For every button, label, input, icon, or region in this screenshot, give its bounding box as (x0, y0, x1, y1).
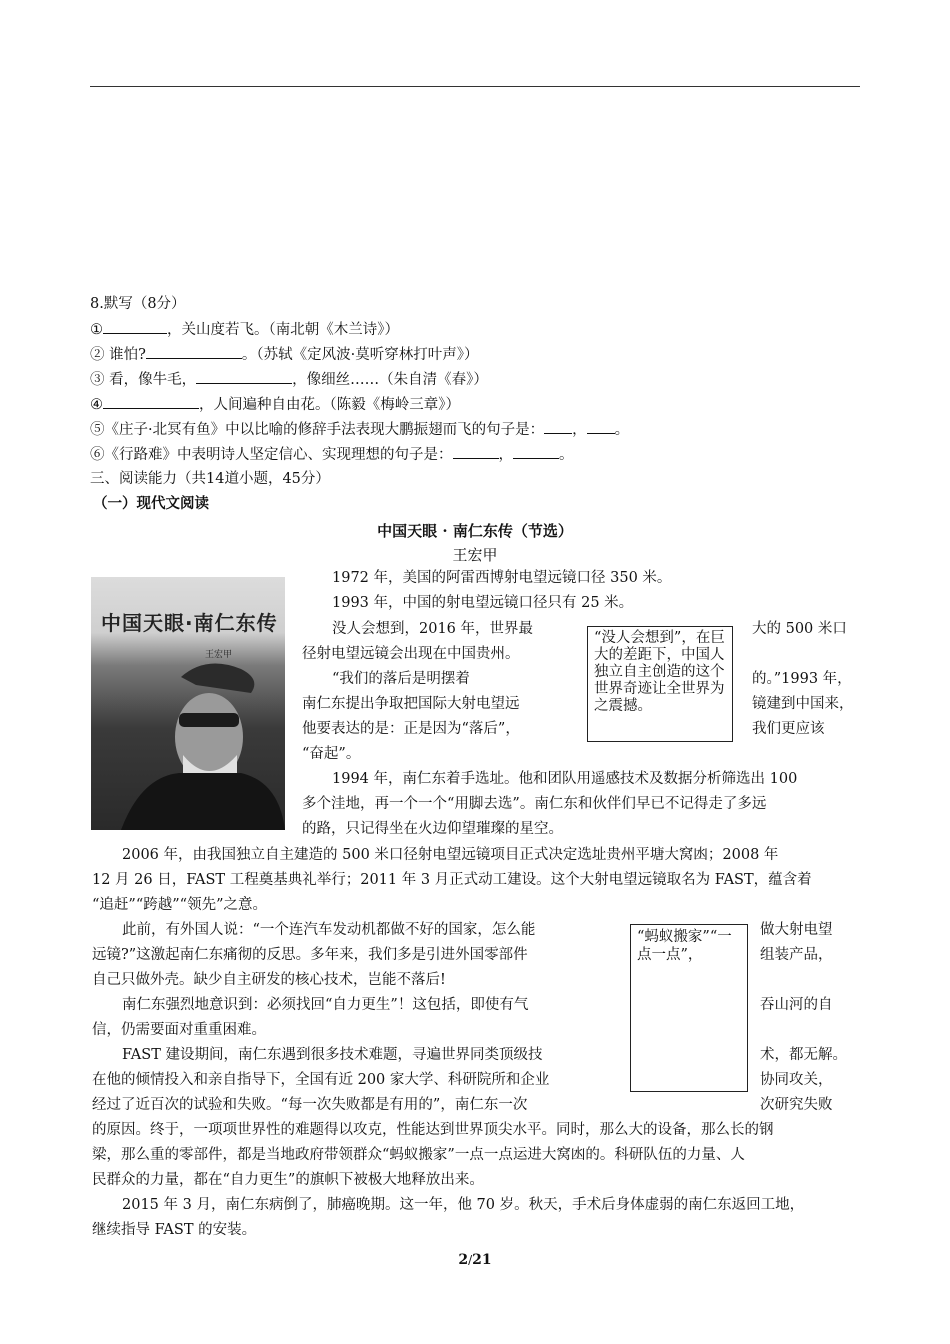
para-5-b: 多个洼地，再一个一个“用脚去选”。南仁东和伙伴们早已不记得走了多远 (302, 796, 767, 812)
q8-line-1: ① ，关山度若飞。（南北朝《木兰诗》） (90, 319, 399, 340)
cover-title: 中国天眼·南仁东传 (101, 611, 278, 635)
para-9-i: 民群众的力量，都在“自力更生”的旗帜下被极大地释放出来。 (92, 1172, 484, 1188)
para-3-b: 大的 500 米口 (752, 621, 847, 637)
para-8-a: 南仁东强烈地意识到：必须找回“自力更生”！这包括，即使有气 (122, 997, 529, 1013)
answer-blank-4[interactable] (103, 394, 199, 409)
para-4-d: 镜建到中国来， (752, 696, 854, 712)
q8-line-2: ② 谁怕? 。（苏轼《定风波·莫听穿林打叶声》） (90, 344, 479, 365)
para-10-b: 继续指导 FAST 的安装。 (92, 1222, 257, 1238)
para-6-c: “追赶”“跨越”“领先”之意。 (92, 897, 267, 913)
header-rule (90, 86, 860, 87)
para-7-b: 做大射电望 (760, 922, 833, 938)
para-4-g: “奋起”。 (302, 746, 361, 762)
para-1: 1972 年，美国的阿雷西博射电望远镜口径 350 米。 (332, 570, 672, 586)
answer-blank-2[interactable] (146, 344, 242, 359)
answer-blank-6a[interactable] (453, 444, 499, 459)
q8-heading: 8.默写（8分） (90, 296, 186, 312)
para-4-a: “我们的落后是明摆着 (332, 671, 470, 687)
para-6-a: 2006 年，由我国独立自主建造的 500 米口径射电望远镜项目正式决定选址贵州平塘大窝凼；2008 年 (122, 847, 779, 863)
para-4-e: 他要表达的是：正是因为“落后”， (302, 721, 520, 737)
para-8-b: 吞山河的自 (760, 997, 833, 1013)
para-9-d: 协同攻关， (760, 1072, 833, 1088)
para-9-f: 次研究失败 (760, 1097, 833, 1113)
para-5-c: 的路，只记得坐在火边仰望璀璨的星空。 (302, 821, 563, 837)
para-7-c: 远镜?”这激起南仁东痛彻的反思。多年来，我们多是引进外国零部件 (92, 947, 528, 963)
section-heading: 三、阅读能力（共14道小题，45分） (90, 471, 330, 487)
para-10-a: 2015 年 3 月，南仁东病倒了，肺癌晚期。这一年，他 70 岁。秋天，手术后身体虚弱的南仁东返回工地， (122, 1197, 805, 1213)
article-title: 中国天眼 · 南仁东传（节选） (377, 522, 573, 540)
q8-line-3: ③ 看，像牛毛， ，像细丝……（朱自清《春》） (90, 369, 488, 390)
para-7-d: 组装产品， (760, 947, 833, 963)
para-4-f: 我们更应该 (752, 721, 825, 737)
answer-blank-6b[interactable] (513, 444, 559, 459)
cover-author: 王宏甲 (205, 650, 233, 660)
margin-note-2: “蚂蚁搬家”“一点一点”， (630, 924, 748, 1092)
para-4-c: 南仁东提出争取把国际大射电望远 (302, 696, 520, 712)
para-9-h: 梁，那么重的零部件，都是当地政府带领群众“蚂蚁搬家”一点一点运进大窝凼的。科研队伍的力量、人 (92, 1147, 745, 1163)
margin-note-1: “没人会想到”，在巨大的差距下，中国人独立自主创造的这个世界奇迹让全世界为之震撼。 (587, 626, 733, 742)
q8-line-4: ④ ，人间遍种自由花。（陈毅《梅岭三章》） (90, 394, 460, 415)
para-6-b: 12 月 26 日，FAST 工程奠基典礼举行；2011 年 3 月正式动工建设。这个大射电望远镜取名为 FAST，蕴含着 (92, 872, 812, 888)
para-5-a: 1994 年，南仁东着手选址。他和团队用遥感技术及数据分析筛选出 100 (332, 771, 798, 787)
para-9-e: 经过了近百次的试验和失败。“每一次失败都是有用的”，南仁东一次 (92, 1097, 528, 1113)
answer-blank-3[interactable] (196, 369, 292, 384)
para-9-g: 的原因。终于，一项项世界性的难题得以攻克，性能达到世界顶尖水平。同时，那么大的设备，那么长的钢 (92, 1122, 774, 1138)
answer-blank-1[interactable] (103, 319, 167, 334)
page-number: 2/21 (458, 1252, 492, 1268)
para-3-a: 没人会想到，2016 年，世界最 (332, 621, 534, 637)
para-9-b: 术，都无解。 (760, 1047, 847, 1063)
para-9-a: FAST 建设期间，南仁东遇到很多技术难题，寻遍世界同类顶级技 (122, 1047, 543, 1063)
q8-line-5: ⑤《庄子·北冥有鱼》中以比喻的修辞手法表现大鹏振翅而飞的句子是： ， 。 (90, 419, 629, 440)
article-author: 王宏甲 (452, 546, 498, 564)
para-8-c: 信，仍需要面对重重困难。 (92, 1022, 266, 1038)
para-9-c: 在他的倾情投入和亲自指导下，全国有近 200 家大学、科研院所和企业 (92, 1072, 550, 1088)
para-7-e: 自己只做外壳。缺少自主研发的核心技术，岂能不落后! (92, 972, 446, 988)
para-4-b: 的。”1993 年， (752, 671, 852, 687)
part-heading: （一）现代文阅读 (93, 495, 209, 512)
para-3-c: 径射电望远镜会出现在中国贵州。 (302, 646, 520, 662)
book-cover-image (91, 577, 285, 830)
portrait-figure (91, 577, 285, 830)
para-2: 1993 年，中国的射电望远镜口径只有 25 米。 (332, 595, 634, 611)
answer-blank-5b[interactable] (587, 419, 615, 434)
q8-line-6: ⑥《行路难》中表明诗人坚定信心、实现理想的句子是： ， 。 (90, 444, 574, 465)
answer-blank-5a[interactable] (544, 419, 572, 434)
para-7-a: 此前，有外国人说：“一个连汽车发动机都做不好的国家，怎么能 (122, 922, 536, 938)
